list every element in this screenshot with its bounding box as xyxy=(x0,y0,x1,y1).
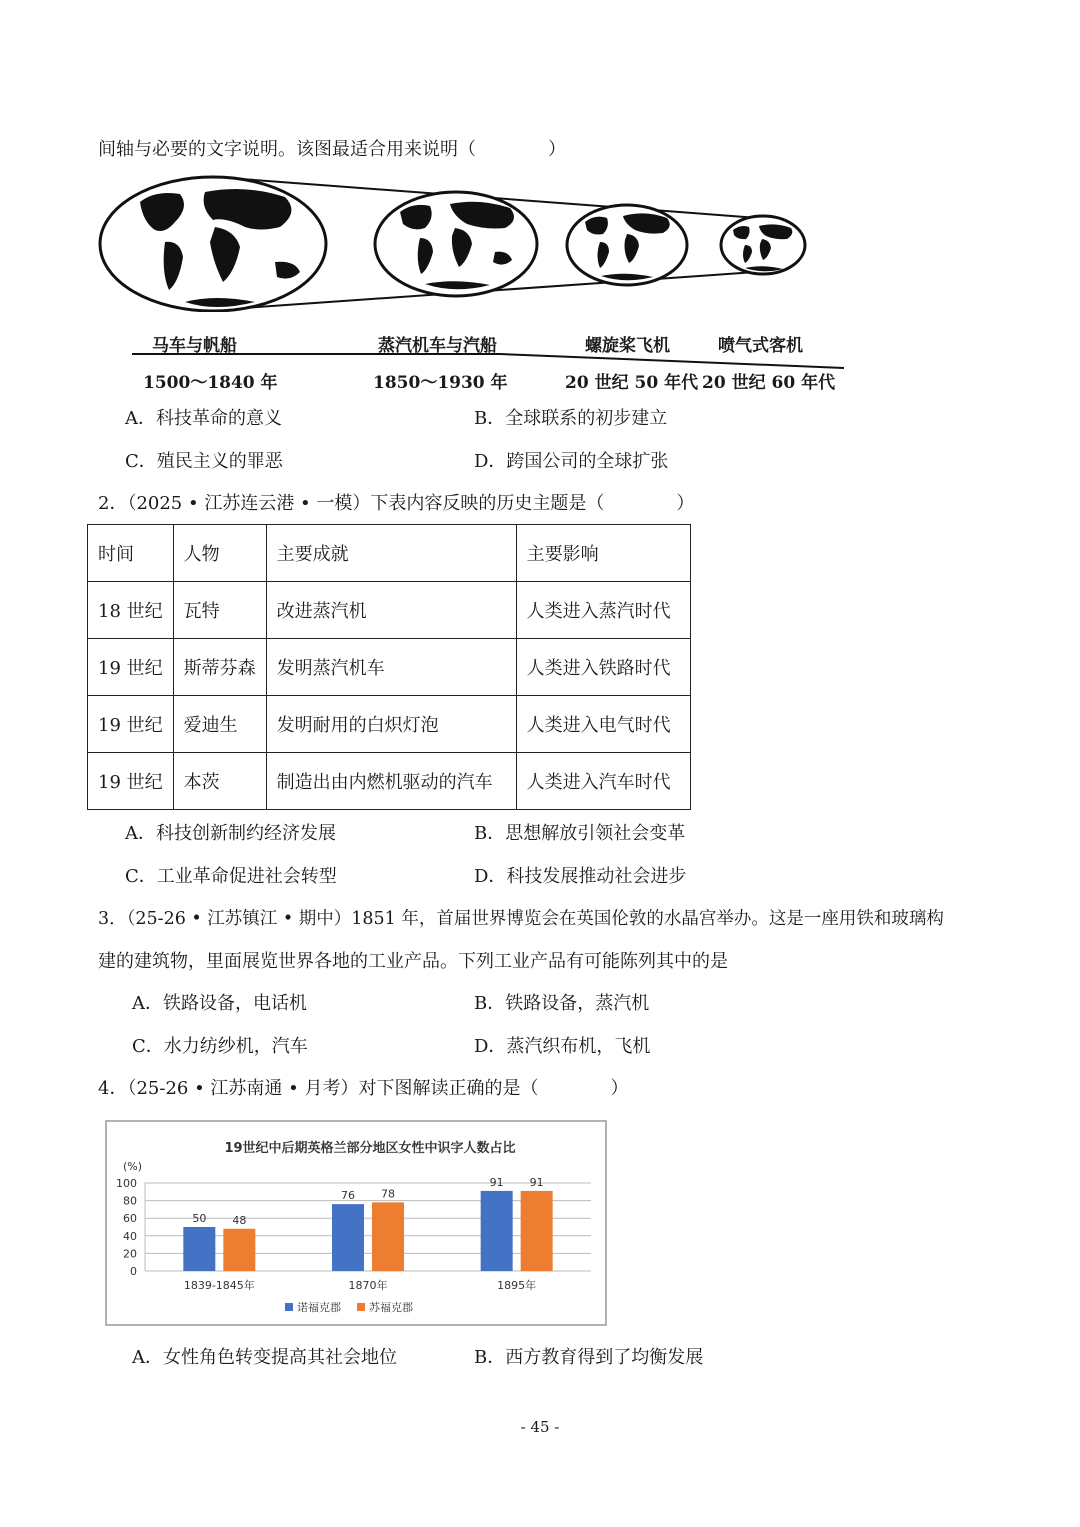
history-table xyxy=(87,524,691,810)
q2-option-c[interactable]: C．工业革命促进社会转型 xyxy=(125,866,337,887)
x-tick-label: 1895年 xyxy=(497,1279,537,1292)
literacy-bar-chart xyxy=(105,1120,607,1326)
figure-label-4: 喷气式客机 xyxy=(718,336,803,356)
legend-swatch xyxy=(357,1303,365,1311)
table-row xyxy=(88,753,691,810)
globe-icon xyxy=(721,216,805,274)
q4-option-b[interactable]: B．西方教育得到了均衡发展 xyxy=(474,1347,704,1368)
q1-option-b[interactable]: B．全球联系的初步建立 xyxy=(474,408,668,429)
q3-option-c[interactable]: C．水力纺纱机，汽车 xyxy=(132,1036,308,1057)
q1-option-d[interactable]: D．跨国公司的全球扩张 xyxy=(474,451,669,472)
figure-label-3: 螺旋桨飞机 xyxy=(585,336,670,356)
table-cell: 人类进入汽车时代 xyxy=(516,753,690,810)
table-cell: 人类进入铁路时代 xyxy=(516,639,690,696)
y-tick-label: 80 xyxy=(123,1194,137,1208)
table-cell: 19 世纪 xyxy=(88,696,174,753)
bar-data-label: 76 xyxy=(341,1189,355,1203)
period-2: 1850～1930 年 xyxy=(373,373,508,393)
y-tick-label: 0 xyxy=(130,1265,137,1278)
globe-icon xyxy=(567,205,687,285)
table-cell: 瓦特 xyxy=(173,582,266,639)
figure-label-2: 蒸汽机车与汽船 xyxy=(378,336,497,356)
period-1: 1500～1840 年 xyxy=(143,373,278,393)
globe-icon xyxy=(100,177,326,311)
chart-title: 19世纪中后期英格兰部分地区女性中识字人数占比 xyxy=(224,1141,516,1156)
x-tick-label: 1839-1845年 xyxy=(183,1279,255,1292)
table-cell: 人类进入蒸汽时代 xyxy=(516,582,690,639)
bar-data-label: 91 xyxy=(489,1175,504,1189)
q1-stem-tail: 间轴与必要的文字说明。该图最适合用来说明（ ） xyxy=(98,139,566,160)
q2-option-a[interactable]: A．科技创新制约经济发展 xyxy=(125,823,336,844)
bar-data-label: 50 xyxy=(192,1212,207,1225)
table-cell: 发明耐用的白炽灯泡 xyxy=(266,696,516,753)
q3-stem-line1: 3．（25-26 • 江苏镇江 • 期中）1851 年，首届世界博览会在英国伦敦的水晶宫举办。这是一座用铁和玻璃构 xyxy=(98,909,944,929)
q3-option-d[interactable]: D．蒸汽织布机，飞机 xyxy=(474,1036,651,1057)
table-cell: 改进蒸汽机 xyxy=(266,582,516,639)
y-tick-label: 100 xyxy=(116,1177,137,1190)
shrinking-world-figure xyxy=(95,172,855,312)
y-tick-label: 60 xyxy=(123,1212,137,1226)
figure-label-1: 马车与帆船 xyxy=(152,336,237,356)
y-tick-label: 20 xyxy=(123,1247,137,1261)
x-tick-label: 1870年 xyxy=(348,1279,388,1292)
bar xyxy=(183,1227,215,1271)
q3-stem-line2: 建的建筑物，里面展览世界各地的工业产品。下列工业产品有可能陈列其中的是 xyxy=(98,951,728,972)
chart-ylabel: (%) xyxy=(123,1160,143,1173)
table-cell: 18 世纪 xyxy=(88,582,174,639)
bar-data-label: 91 xyxy=(529,1175,544,1189)
table-header-row xyxy=(88,525,691,582)
table-header-cell: 主要影响 xyxy=(516,525,690,582)
globe-icon xyxy=(375,192,537,296)
period-3: 20 世纪 50 年代 xyxy=(565,373,699,393)
table-cell: 制造出由内燃机驱动的汽车 xyxy=(266,753,516,810)
bar xyxy=(521,1191,553,1271)
q2-option-b[interactable]: B．思想解放引领社会变革 xyxy=(474,823,686,844)
q3-option-a[interactable]: A．铁路设备，电话机 xyxy=(132,993,307,1014)
q4-option-a[interactable]: A．女性角色转变提高其社会地位 xyxy=(132,1347,397,1368)
bar xyxy=(223,1229,255,1271)
q2-option-d[interactable]: D．科技发展推动社会进步 xyxy=(474,866,687,887)
bar xyxy=(332,1204,364,1271)
legend-label: 苏福克郡 xyxy=(369,1301,413,1314)
table-header-cell: 时间 xyxy=(88,525,174,582)
q1-option-a[interactable]: A．科技革命的意义 xyxy=(125,408,282,429)
table-cell: 人类进入电气时代 xyxy=(516,696,690,753)
table-cell: 19 世纪 xyxy=(88,639,174,696)
table-row xyxy=(88,696,691,753)
table-row xyxy=(88,639,691,696)
table-header-cell: 人物 xyxy=(173,525,266,582)
table-row xyxy=(88,582,691,639)
table-cell: 本茨 xyxy=(173,753,266,810)
q4-stem: 4．（25-26 • 江苏南通 • 月考）对下图解读正确的是（ ） xyxy=(98,1078,629,1099)
bar-data-label: 78 xyxy=(381,1187,395,1201)
table-cell: 斯蒂芬森 xyxy=(173,639,266,696)
period-4: 20 世纪 60 年代 xyxy=(702,373,836,393)
q2-stem: 2．（2025 • 江苏连云港 • 一模）下表内容反映的历史主题是（ ） xyxy=(98,493,695,514)
table-cell: 爱迪生 xyxy=(173,696,266,753)
q1-option-c[interactable]: C．殖民主义的罪恶 xyxy=(125,451,283,472)
bar-data-label: 48 xyxy=(232,1213,247,1227)
y-tick-label: 40 xyxy=(123,1229,137,1243)
legend-label: 诺福克郡 xyxy=(297,1301,341,1314)
legend-swatch xyxy=(285,1303,293,1311)
bar xyxy=(481,1191,513,1271)
table-cell: 19 世纪 xyxy=(88,753,174,810)
table-header-cell: 主要成就 xyxy=(266,525,516,582)
table-cell: 发明蒸汽机车 xyxy=(266,639,516,696)
q3-option-b[interactable]: B．铁路设备，蒸汽机 xyxy=(474,993,650,1014)
page-number: - 45 - xyxy=(520,1418,560,1436)
bar xyxy=(372,1202,404,1271)
